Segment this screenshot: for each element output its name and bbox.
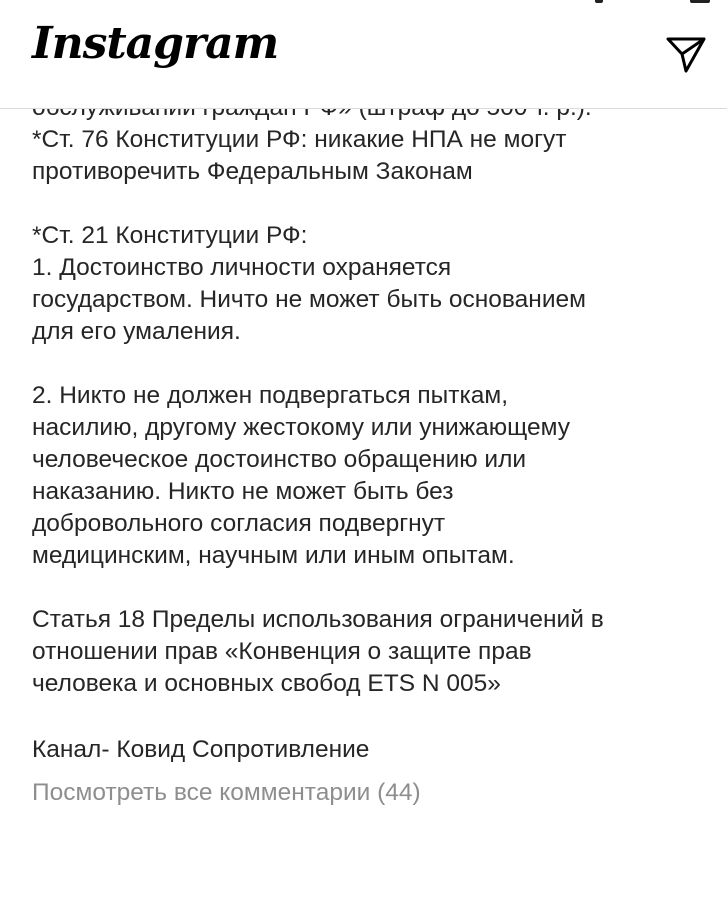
caption-line: *Ст. 21 Конституции РФ: xyxy=(32,222,308,249)
post-caption xyxy=(32,92,712,809)
paper-plane-icon xyxy=(664,32,708,76)
caption-blank-line xyxy=(32,188,712,220)
caption-line: человека и основных свобод ETS N 005» xyxy=(32,670,501,697)
caption-channel-line: Канал- Ковид Сопротивление xyxy=(32,736,370,763)
instagram-logo[interactable]: Instagram xyxy=(32,18,279,69)
caption-line: 1. Достоинство личности охраняется xyxy=(32,254,452,281)
caption-blank-line xyxy=(32,572,712,604)
caption-line: противоречить Федеральным Законам xyxy=(32,158,473,185)
caption-blank-line xyxy=(32,700,712,732)
top-navigation-bar xyxy=(0,0,727,109)
view-all-comments-link[interactable]: Посмотреть все комментарии (44) xyxy=(32,779,421,806)
caption-line: отношении прав «Конвенция о защите прав xyxy=(32,638,532,665)
caption-line: Статья 18 Пределы использования ограничений в xyxy=(32,606,604,633)
caption-line: наказанию. Никто не может быть без xyxy=(32,478,454,505)
caption-line: медицинским, научным или иным опытам. xyxy=(32,542,515,569)
status-bar-fragment xyxy=(595,0,603,3)
caption-line: государством. Ничто не может быть основанием xyxy=(32,286,586,313)
caption-line: 2. Никто не должен подвергаться пыткам, xyxy=(32,382,509,409)
caption-line: *Ст. 76 Конституции РФ: никакие НПА не могут xyxy=(32,126,567,153)
caption-line: насилию, другому жестокому или унижающему xyxy=(32,414,570,441)
caption-line: добровольного согласия подвергнут xyxy=(32,510,446,537)
caption-blank-line xyxy=(32,348,712,380)
caption-line: для его умаления. xyxy=(32,318,241,345)
direct-messages-button[interactable] xyxy=(664,32,708,76)
caption-line: человеческое достоинство обращению или xyxy=(32,446,527,473)
status-bar-fragment xyxy=(690,0,710,3)
